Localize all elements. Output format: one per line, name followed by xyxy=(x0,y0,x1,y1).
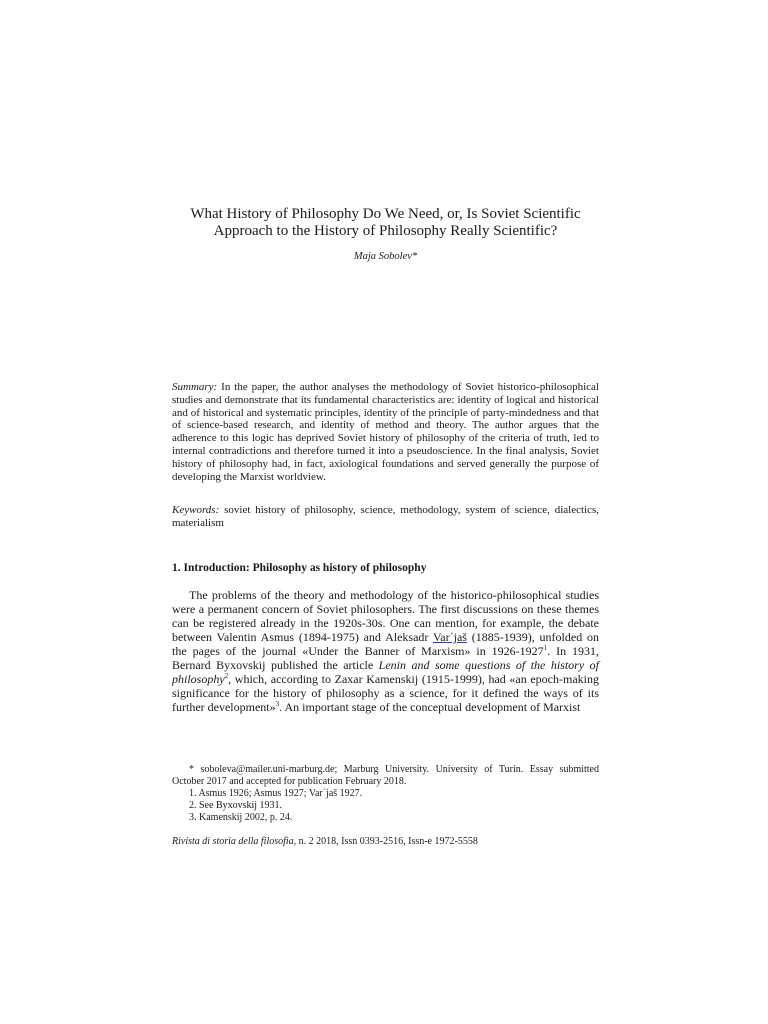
summary-text: In the paper, the author analyses the methodology of Soviet historico-philosophical studies and demonstrate that its fundamental characteristics are: identity of logical and historical and of historical and systematic principles, identity of the principle of party-mindedness and that of science-based research, and identity of method and theory. The author argues that the adherence to this logic has deprived Soviet history of philosophy of the criteria of truth, led to internal contradictions and therefore turned it into a pseudoscience. In the final analysis, Soviet history of philosophy had, in fact, axiological foundations and served generally the purpose of developing the Marxist worldview. xyxy=(172,381,599,483)
author-footnote: * soboleva@mailer.uni-marburg.de; Marburg University. University of Turin. Essay submitted October 2017 and accepted for publication February 2018. xyxy=(172,764,599,787)
body-part-3: . In 1931, Bernard Byxovskij published the article xyxy=(172,644,599,672)
keywords-label: Keywords: xyxy=(172,504,220,516)
journal-info xyxy=(172,836,599,847)
body-part-1: The problems of the theory and methodology of the historico-philosophical studies were a permanent concern of Soviet philosophers. The first discussions on these themes can be registered already in the 1920s-30s. One can mention, for example, the debate between Valentin Asmus (1894-1975) and Aleksadr xyxy=(172,588,599,644)
title-line-1: What History of Philosophy Do We Need, or, Is Soviet Scientific xyxy=(190,206,581,222)
body-part-5: . An important stage of the conceptual development of Marxist xyxy=(279,700,581,714)
footnote-ref-1[interactable]: 1 xyxy=(543,644,548,652)
journal-details: , n. 2 2018, Issn 0393-2516, Issn-e 1972-5558 xyxy=(293,836,478,847)
section-heading: 1. Introduction: Philosophy as history of philosophy xyxy=(172,562,427,574)
footnote-ref-3[interactable]: 3 xyxy=(275,700,280,708)
journal-name: Rivista di storia della filosofia xyxy=(172,836,294,847)
body-paragraph xyxy=(172,588,599,714)
footnote-1: 1. Asmus 1926; Asmus 1927; Var´jaš 1927. xyxy=(189,788,363,799)
footnote-3: 3. Kamenskij 2002, p. 24. xyxy=(189,812,293,823)
title-line-2: Approach to the History of Philosophy Really Scientific? xyxy=(213,223,558,239)
keywords-text: soviet history of philosophy, science, methodology, system of science, dialectics, materialism xyxy=(172,504,599,529)
summary xyxy=(172,381,599,483)
footnotes xyxy=(172,764,599,824)
body-part-4: , which, according to Zaxar Kamenskij (1915-1999), had «an epoch-making significance for the history of philosophy as a science, for it defined the ways of its further development» xyxy=(172,672,599,714)
footnote-2: 2. See Byxovskij 1931. xyxy=(189,800,283,811)
summary-label: Summary: xyxy=(172,381,218,393)
citation-link[interactable]: Var´jaš xyxy=(432,630,467,644)
footnote-ref-2[interactable]: 2 xyxy=(224,672,229,680)
author-name: Maja Sobolev* xyxy=(353,251,418,262)
article-citation-title: Lenin and some questions of the history of philosophy xyxy=(172,658,599,686)
keywords xyxy=(172,504,599,530)
article-title xyxy=(172,206,599,240)
body-part-2: (1885-1939), unfolded on the pages of the journal «Under the Banner of Marxism» in 1926-1927 xyxy=(172,630,599,658)
